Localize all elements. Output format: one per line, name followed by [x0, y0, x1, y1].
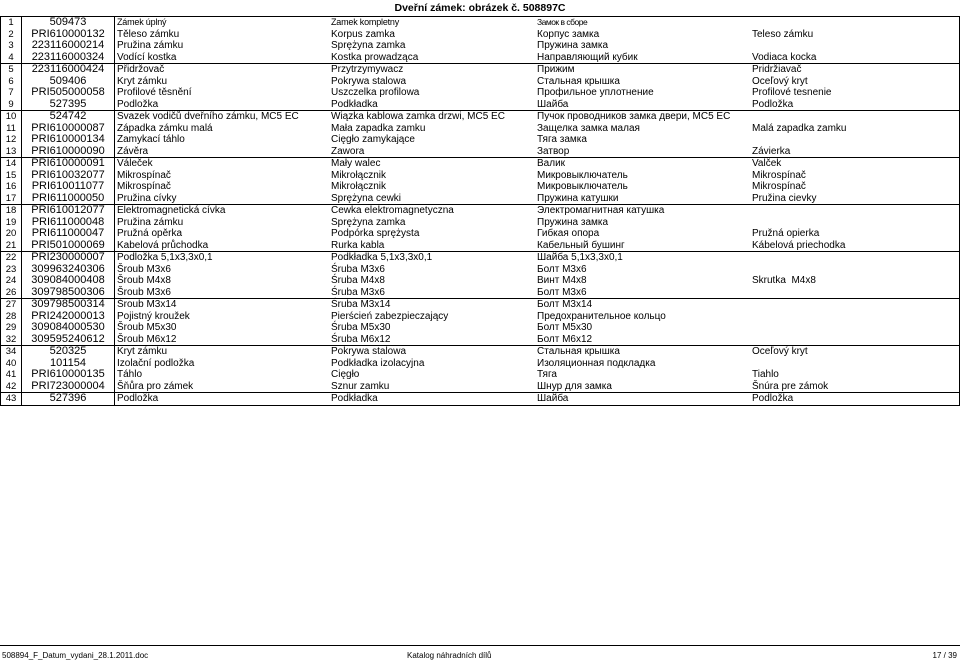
- description-pl: Śruba M3x6: [331, 286, 385, 298]
- part-number: PRI610000087: [22, 123, 115, 135]
- description-ru: Валик: [537, 158, 566, 169]
- description-ru: Пучок проводников замка двери, MC5 EC: [537, 111, 731, 122]
- item-number: 13: [1, 146, 22, 158]
- description-ru: Гибкая опора: [537, 228, 600, 239]
- description-pl: Uszczelka profilowa: [331, 87, 420, 98]
- item-number: 28: [1, 311, 22, 323]
- description-cs: Podložka: [117, 393, 159, 404]
- description-pl: Rurka kabla: [331, 239, 385, 251]
- footer-catalog-title: Katalog náhradních dílů: [407, 651, 492, 660]
- description-pl: Śruba M4x8: [331, 275, 385, 286]
- item-number: 29: [1, 322, 22, 334]
- item-number: 26: [1, 287, 22, 299]
- table-row: [1, 228, 959, 240]
- part-group: [1, 17, 959, 64]
- description-ru: Защелка замка малая: [537, 122, 640, 134]
- part-number: 223116000214: [22, 40, 115, 52]
- description-pl: Podkładka 5,1x3,3x0,1: [331, 252, 433, 263]
- description-pl: Sprężyna cewki: [331, 192, 402, 204]
- description-ru: Направляющий кубик: [537, 51, 638, 63]
- item-number: 40: [1, 358, 22, 370]
- description-cs: Pružná opěrka: [117, 228, 183, 239]
- table-row: [1, 134, 959, 146]
- description-ru: Болт M5x30: [537, 322, 593, 333]
- description-cs: Podložka 5,1x3,3x0,1: [117, 252, 213, 263]
- description-ru: Шайба 5,1x3,3x0,1: [537, 252, 623, 263]
- item-number: 4: [1, 52, 22, 64]
- description-ru: Изоляционная подкладка: [537, 357, 656, 369]
- item-number: 17: [1, 193, 22, 205]
- description-ru: Пружина замка: [537, 40, 609, 51]
- footer-page-number: 17 / 39: [932, 651, 957, 660]
- description-sk: Tiahlo: [752, 369, 779, 380]
- description-sk: Oceľový kryt: [752, 75, 808, 87]
- item-number: 21: [1, 240, 22, 252]
- part-group: [1, 205, 959, 252]
- description-cs: Vodící kostka: [117, 51, 177, 63]
- table-row: [1, 322, 959, 334]
- part-number: 527395: [22, 99, 115, 111]
- item-number: 3: [1, 40, 22, 52]
- description-pl: Kostka prowadząca: [331, 51, 419, 63]
- part-number: 309595240612: [22, 334, 115, 346]
- table-row: [1, 29, 959, 41]
- description-sk: [750, 111, 959, 123]
- description-cs: Kabelová průchodka: [117, 239, 209, 251]
- description-cs: Závěra: [117, 145, 149, 157]
- description-pl: Korpus zamka: [331, 28, 395, 40]
- item-number: 20: [1, 228, 22, 240]
- description-cs: Izolační podložka: [117, 357, 195, 369]
- description-sk: Malá zapadka zamku: [752, 122, 847, 134]
- description-sk: Profilové tesnenie: [752, 87, 832, 98]
- description-cs: Váleček: [117, 158, 153, 169]
- description-ru: Кабельный бушинг: [537, 239, 625, 251]
- description-pl: Zawora: [331, 145, 365, 157]
- description-sk: [750, 264, 959, 276]
- table-row: [1, 87, 959, 99]
- item-number: 42: [1, 381, 22, 393]
- footer-divider: [0, 645, 960, 646]
- description-pl: Śruba M6x12: [331, 333, 391, 345]
- description-pl: Wiązka kablowa zamka drzwi, MC5 EC: [331, 111, 505, 122]
- description-cs: Kryt zámku: [117, 346, 168, 357]
- description-pl: Przytrzymywacz: [331, 64, 404, 75]
- table-row: [1, 40, 959, 52]
- table-row: [1, 99, 959, 111]
- description-pl: Pierścień zabezpieczający: [331, 310, 449, 322]
- description-sk: [750, 217, 959, 229]
- item-number: 7: [1, 87, 22, 99]
- part-number: PRI611000047: [22, 228, 115, 240]
- description-sk: Valček: [752, 158, 782, 169]
- part-number: 223116000324: [22, 52, 115, 64]
- table-row: [1, 252, 959, 264]
- table-row: [1, 64, 959, 76]
- description-cs: Šroub M4x8: [117, 275, 171, 286]
- description-pl: Sprężyna zamka: [331, 40, 406, 51]
- part-number: 527396: [22, 393, 115, 405]
- table-row: [1, 146, 959, 158]
- part-group: [1, 393, 959, 406]
- description-cs: Pojistný kroužek: [117, 310, 190, 322]
- description-ru: Тяга: [537, 369, 557, 380]
- item-number: 15: [1, 170, 22, 182]
- description-cs: Západka zámku malá: [117, 122, 213, 134]
- item-number: 34: [1, 346, 22, 358]
- table-row: [1, 393, 959, 405]
- item-number: 23: [1, 264, 22, 276]
- item-number: 41: [1, 369, 22, 381]
- description-pl: Cięgło zamykające: [331, 134, 415, 145]
- item-number: 12: [1, 134, 22, 146]
- part-number: 509406: [22, 76, 115, 88]
- description-sk: Podložka: [752, 98, 794, 110]
- table-row: [1, 181, 959, 193]
- footer-file-name: 508894_F_Datum_vydani_28.1.2011.doc: [2, 651, 149, 660]
- description-cs: Táhlo: [117, 369, 143, 380]
- description-sk: [750, 134, 959, 146]
- table-row: [1, 52, 959, 64]
- part-number: 520325: [22, 346, 115, 358]
- item-number: 11: [1, 123, 22, 135]
- description-pl: Śruba M3x14: [331, 299, 391, 310]
- description-pl: Podkładka: [331, 98, 378, 110]
- part-group: [1, 299, 959, 346]
- part-number: PRI611000050: [22, 193, 115, 205]
- description-cs: Kryt zámku: [117, 75, 168, 87]
- item-number: 19: [1, 217, 22, 229]
- description-pl: Śruba M3x6: [331, 263, 385, 275]
- item-number: 1: [1, 17, 22, 29]
- description-sk: [750, 205, 959, 217]
- table-row: [1, 158, 959, 170]
- part-number: PRI610000090: [22, 146, 115, 158]
- table-row: [1, 17, 959, 29]
- description-cs: Těleso zámku: [117, 28, 180, 40]
- description-cs: Svazek vodičů dveřního zámku, MC5 EC: [117, 111, 299, 122]
- description-pl: Sznur zamku: [331, 380, 390, 392]
- description-ru: Тяга замка: [537, 134, 587, 145]
- part-number: PRI610012077: [22, 205, 115, 217]
- description-sk: Teleso zámku: [752, 28, 814, 40]
- description-sk: Pružina cievky: [752, 192, 817, 204]
- description-sk: Skrutka M4x8: [752, 275, 816, 286]
- item-number: 16: [1, 181, 22, 193]
- table-row: [1, 264, 959, 276]
- description-ru: Болт M3x6: [537, 286, 587, 298]
- description-ru: Микровыключатель: [537, 169, 628, 181]
- part-number: 309084000408: [22, 275, 115, 287]
- description-ru: Винт M4x8: [537, 275, 587, 286]
- part-number: 223116000424: [22, 64, 115, 76]
- description-sk: Šnúra pre zámok: [752, 380, 829, 392]
- table-row: [1, 240, 959, 252]
- item-number: 10: [1, 111, 22, 123]
- part-number: PRI610000132: [22, 29, 115, 41]
- description-pl: Pokrywa stalowa: [331, 75, 407, 87]
- description-ru: Болт M3x14: [537, 299, 593, 310]
- table-row: [1, 369, 959, 381]
- description-ru: Стальная крышка: [537, 346, 620, 357]
- description-ru: Микровыключатель: [537, 181, 628, 192]
- description-ru: Замок в сборе: [537, 17, 588, 27]
- description-cs: Pružina zámku: [117, 40, 184, 51]
- item-number: 6: [1, 76, 22, 88]
- part-number: PRI610032077: [22, 170, 115, 182]
- description-sk: Mikrospínač: [752, 181, 806, 192]
- description-pl: Mikrołącznik: [331, 181, 387, 192]
- part-number: 309798500306: [22, 287, 115, 299]
- description-ru: Шайба: [537, 98, 569, 110]
- parts-table: [0, 16, 960, 406]
- table-row: [1, 217, 959, 229]
- part-number: PRI505000058: [22, 87, 115, 99]
- description-pl: Cewka elektromagnetyczna: [331, 205, 454, 216]
- item-number: 32: [1, 334, 22, 346]
- part-number: 309084000530: [22, 322, 115, 334]
- description-sk: Oceľový kryt: [752, 346, 808, 357]
- table-row: [1, 205, 959, 217]
- item-number: 27: [1, 299, 22, 311]
- description-pl: Zamek kompletny: [331, 17, 400, 27]
- part-group: [1, 158, 959, 205]
- item-number: 5: [1, 64, 22, 76]
- description-sk: [750, 17, 959, 29]
- part-number: PRI610011077: [22, 181, 115, 193]
- part-group: [1, 64, 959, 111]
- description-ru: Пружина замка: [537, 216, 609, 228]
- description-cs: Přidržovač: [117, 64, 165, 75]
- description-sk: Pružná opierka: [752, 228, 820, 239]
- table-row: [1, 275, 959, 287]
- description-cs: Elektromagnetická cívka: [117, 205, 226, 216]
- part-number: PRI610000091: [22, 158, 115, 170]
- description-pl: Cięgło: [331, 369, 360, 380]
- description-cs: Šroub M5x30: [117, 322, 177, 333]
- part-group: [1, 252, 959, 299]
- table-row: [1, 334, 959, 346]
- description-cs: Mikrospínač: [117, 181, 171, 192]
- description-sk: [750, 299, 959, 311]
- item-number: 14: [1, 158, 22, 170]
- part-number: 524742: [22, 111, 115, 123]
- description-sk: Vodiaca kocka: [752, 51, 817, 63]
- part-number: PRI501000069: [22, 240, 115, 252]
- part-number: PRI610000135: [22, 369, 115, 381]
- description-cs: Šroub M3x6: [117, 286, 171, 298]
- description-pl: Pokrywa stalowa: [331, 346, 407, 357]
- description-cs: Šňůra pro zámek: [117, 380, 194, 392]
- description-cs: Šroub M3x6: [117, 263, 171, 275]
- description-pl: Podkładka: [331, 393, 378, 404]
- description-pl: Mikrołącznik: [331, 169, 387, 181]
- description-cs: Pružina cívky: [117, 192, 177, 204]
- table-row: [1, 346, 959, 358]
- description-cs: Zamykací táhlo: [117, 134, 185, 145]
- description-cs: Pružina zámku: [117, 216, 184, 228]
- part-group: [1, 111, 959, 158]
- description-ru: Затвор: [537, 145, 570, 157]
- description-ru: Стальная крышка: [537, 75, 620, 87]
- description-ru: Пружина катушки: [537, 192, 619, 204]
- description-pl: Podpórka sprężysta: [331, 228, 420, 239]
- description-sk: [750, 40, 959, 52]
- table-row: [1, 193, 959, 205]
- item-number: 9: [1, 99, 22, 111]
- description-cs: Zámek úplný: [117, 17, 167, 27]
- description-pl: Podkładka izolacyjna: [331, 357, 425, 369]
- description-pl: Śruba M5x30: [331, 322, 391, 333]
- description-sk: [750, 358, 959, 370]
- description-sk: [750, 334, 959, 346]
- description-ru: Болт M6x12: [537, 333, 593, 345]
- part-number: 509473: [22, 17, 115, 29]
- item-number: 2: [1, 29, 22, 41]
- description-sk: [750, 252, 959, 264]
- item-number: 43: [1, 393, 22, 405]
- table-row: [1, 358, 959, 370]
- description-ru: Профильное уплотнение: [537, 87, 654, 98]
- table-row: [1, 76, 959, 88]
- description-sk: [750, 287, 959, 299]
- part-number: 309963240306: [22, 264, 115, 276]
- description-cs: Podložka: [117, 98, 159, 110]
- description-ru: Шайба: [537, 393, 569, 404]
- description-pl: Sprężyna zamka: [331, 216, 406, 228]
- table-row: [1, 287, 959, 299]
- item-number: 18: [1, 205, 22, 217]
- part-group: [1, 346, 959, 393]
- description-pl: Mały walec: [331, 158, 381, 169]
- table-row: [1, 311, 959, 323]
- part-number: PRI611000048: [22, 217, 115, 229]
- description-cs: Šroub M3x14: [117, 299, 177, 310]
- table-row: [1, 299, 959, 311]
- description-sk: Pridržiavač: [752, 64, 802, 75]
- table-row: [1, 123, 959, 135]
- description-sk: Závierka: [752, 145, 791, 157]
- item-number: 24: [1, 275, 22, 287]
- description-ru: Предохранительное кольцо: [537, 310, 666, 322]
- description-pl: Mała zapadka zamku: [331, 122, 426, 134]
- description-sk: Mikrospínač: [752, 169, 806, 181]
- table-row: [1, 381, 959, 393]
- table-row: [1, 170, 959, 182]
- description-ru: Болт M3x6: [537, 263, 587, 275]
- description-sk: Podložka: [752, 393, 794, 404]
- description-sk: [750, 322, 959, 334]
- part-number: PRI610000134: [22, 134, 115, 146]
- description-ru: Прижим: [537, 64, 575, 75]
- description-ru: Корпус замка: [537, 28, 600, 40]
- part-number: 101154: [22, 358, 115, 370]
- description-cs: Šroub M6x12: [117, 333, 177, 345]
- description-ru: Электромагнитная катушка: [537, 205, 665, 216]
- description-ru: Шнур для замка: [537, 380, 612, 392]
- description-cs: Mikrospínač: [117, 169, 171, 181]
- table-row: [1, 111, 959, 123]
- page-title: Dveřní zámek: obrázek č. 508897C: [394, 2, 566, 14]
- item-number: 22: [1, 252, 22, 264]
- part-number: 309798500314: [22, 299, 115, 311]
- description-sk: [750, 311, 959, 323]
- part-number: PRI242000013: [22, 311, 115, 323]
- description-sk: Kábelová priechodka: [752, 239, 846, 251]
- part-number: PRI230000007: [22, 252, 115, 264]
- description-cs: Profilové těsnění: [117, 87, 192, 98]
- part-number: PRI723000004: [22, 381, 115, 393]
